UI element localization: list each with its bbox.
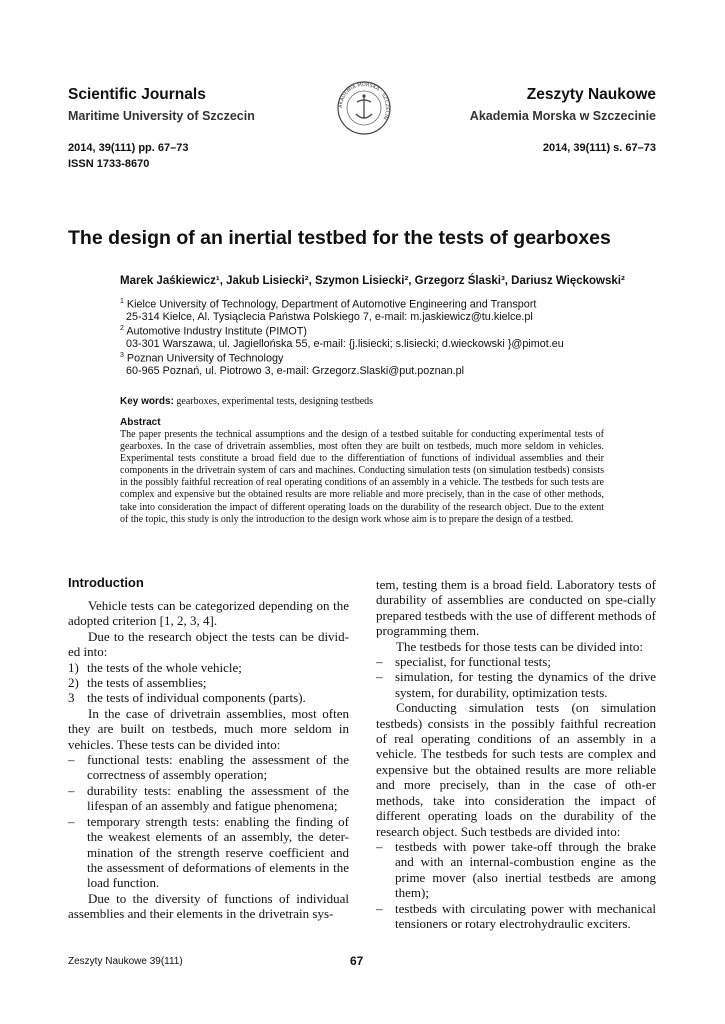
journal-title-en: Scientific Journals	[68, 86, 206, 103]
list-item: – durability tests: enabling the assessment of the lifespan of an assembly and fatigue phenomena;	[68, 782, 349, 814]
university-name-en: Maritime University of Szczecin	[68, 109, 255, 123]
list-item: 1) the tests of the whole vehicle;	[68, 659, 242, 675]
issn: ISSN 1733-8670	[68, 158, 150, 170]
list-item: 3 the tests of individual components (parts).	[68, 690, 306, 706]
section-heading-introduction: Introduction	[68, 575, 144, 590]
keywords: Key words: gearboxes, experimental tests, designing testbeds	[120, 396, 374, 407]
body-column-left	[68, 598, 349, 922]
affiliation-1: $^1$ Kielce University of Technology, Department of Automotive Engineering and Transport	[120, 298, 537, 311]
list-item: – specialist, for functional tests;	[376, 654, 551, 670]
affiliation-3: $^3$ Poznan University of Technology	[120, 352, 284, 365]
paper-title: The design of an inertial testbed for the tests of gearboxes	[68, 227, 611, 249]
journal-title-pl: Zeszyty Naukowe	[526, 86, 656, 103]
authors: Marek Jaśkiewicz¹, Jakub Lisiecki², Szymon Lisiecki², Grzegorz Ślaski³, Dariusz Więckowski²	[120, 275, 625, 287]
paragraph: Vehicle tests can be categorized depending on the adopted criterion [1, 2, 3, 4].	[68, 598, 349, 629]
list-item: – temporary strength tests: enabling the finding of the weakest elements of an assembly, the deter-mination of the strength reserve coefficient and the assessment of deformations of elements in the load function.	[68, 813, 349, 891]
page-number: 67	[350, 954, 364, 968]
affiliation-2-address: 03-301 Warszawa, ul. Jagiellońska 55, e-mail: {j.lisiecki; s.lisiecki; d.wieckowski }@pimot.eu	[126, 337, 564, 350]
list-item: 2) the tests of assemblies;	[68, 675, 207, 691]
paragraph: Conducting simulation tests (on simulation testbeds) consists in the possibly faithful recreation of real operating conditions of an assembly in a vehicle. The testbeds for such tests are complex and expensive but the obtained results are more reliable and more precisely, than in the case of oth-er methods, take into consideration the impact of different operating loads on the durability of the research object. Such testbeds are divided into:	[376, 700, 656, 839]
paragraph: Due to the diversity of functions of individual assemblies and their elements in the drivetrain sys-	[68, 890, 349, 922]
paragraph: Due to the research object the tests can be divid-ed into:	[68, 628, 349, 660]
affiliation-3-address: 60-965 Poznań, ul. Piotrowo 3, e-mail: Grzegorz.Slaski@put.poznan.pl	[126, 364, 465, 377]
list-item: – testbeds with power take-off through the brake and with an internal-combustion engine as the prime mover (also inertial testbeds are among them);	[376, 838, 656, 901]
list-item: – testbeds with circulating power with mechanical tensioners or rotary electrohydraulic exciters.	[376, 900, 656, 931]
affiliations	[120, 296, 620, 377]
affiliation-2: $^2$ Automotive Industry Institute (PIMOT)	[120, 325, 307, 338]
paragraph: tem, testing them is a broad field. Laboratory tests of durability of assemblies are conducted on spe-cially prepared testbeds with the use of different methods of programming them.	[376, 577, 656, 639]
university-name-pl: Akademia Morska w Szczecinie	[469, 109, 656, 123]
body-column-right	[376, 577, 656, 931]
university-seal-icon	[336, 80, 392, 136]
abstract-heading: Abstract	[120, 417, 161, 428]
list-item: – simulation, for testing the dynamics of the drive system, for durability, optimization tests.	[376, 669, 656, 700]
paragraph: In the case of drivetrain assemblies, most often they are built on testbeds, much more seldom in vehicles. These tests can be divided into:	[68, 705, 349, 752]
paragraph: The testbeds for those tests can be divided into:	[396, 638, 643, 654]
list-item: – functional tests: enabling the assessment of the correctness of assembly operation;	[68, 752, 349, 783]
affiliation-1-address: 25-314 Kielce, Al. Tysiąclecia Państwa Polskiego 7, e-mail: m.jaskiewicz@tu.kielce.pl	[126, 310, 533, 323]
seal-text: AKADEMIA MORSKA · SZCZECIN	[337, 81, 391, 121]
footer-journal: Zeszyty Naukowe 39(111)	[68, 956, 183, 967]
citation-pl: 2014, 39(111) s. 67–73	[542, 142, 656, 154]
abstract-text: The paper presents the technical assumptions and the design of a testbed suitable for conducting experimental tests of gearboxes. In the case of drivetrain assemblies, most often they are built on testbeds, much more seldom in vehicles. Experimental tests constitute a broad field due to the differentiation of functions of individual assemblies and their components in the drivetrain system of cars and machines. Conducting simulation tests (on simulation testbeds) consists in the possibly faithful recreation of real operating conditions of an assembly in a vehicle. The testbeds for such tests are complex and expensive but the obtained results are more reliable and more precisely, than in the case of other methods, take into consideration the impact of different operating loads on the durability of the research object. Due to the extent of the topic, this study is only the introduction to the design work whose aim is to prepare the design of a testbed.	[120, 429, 604, 525]
citation-en: 2014, 39(111) pp. 67–73	[68, 142, 189, 154]
